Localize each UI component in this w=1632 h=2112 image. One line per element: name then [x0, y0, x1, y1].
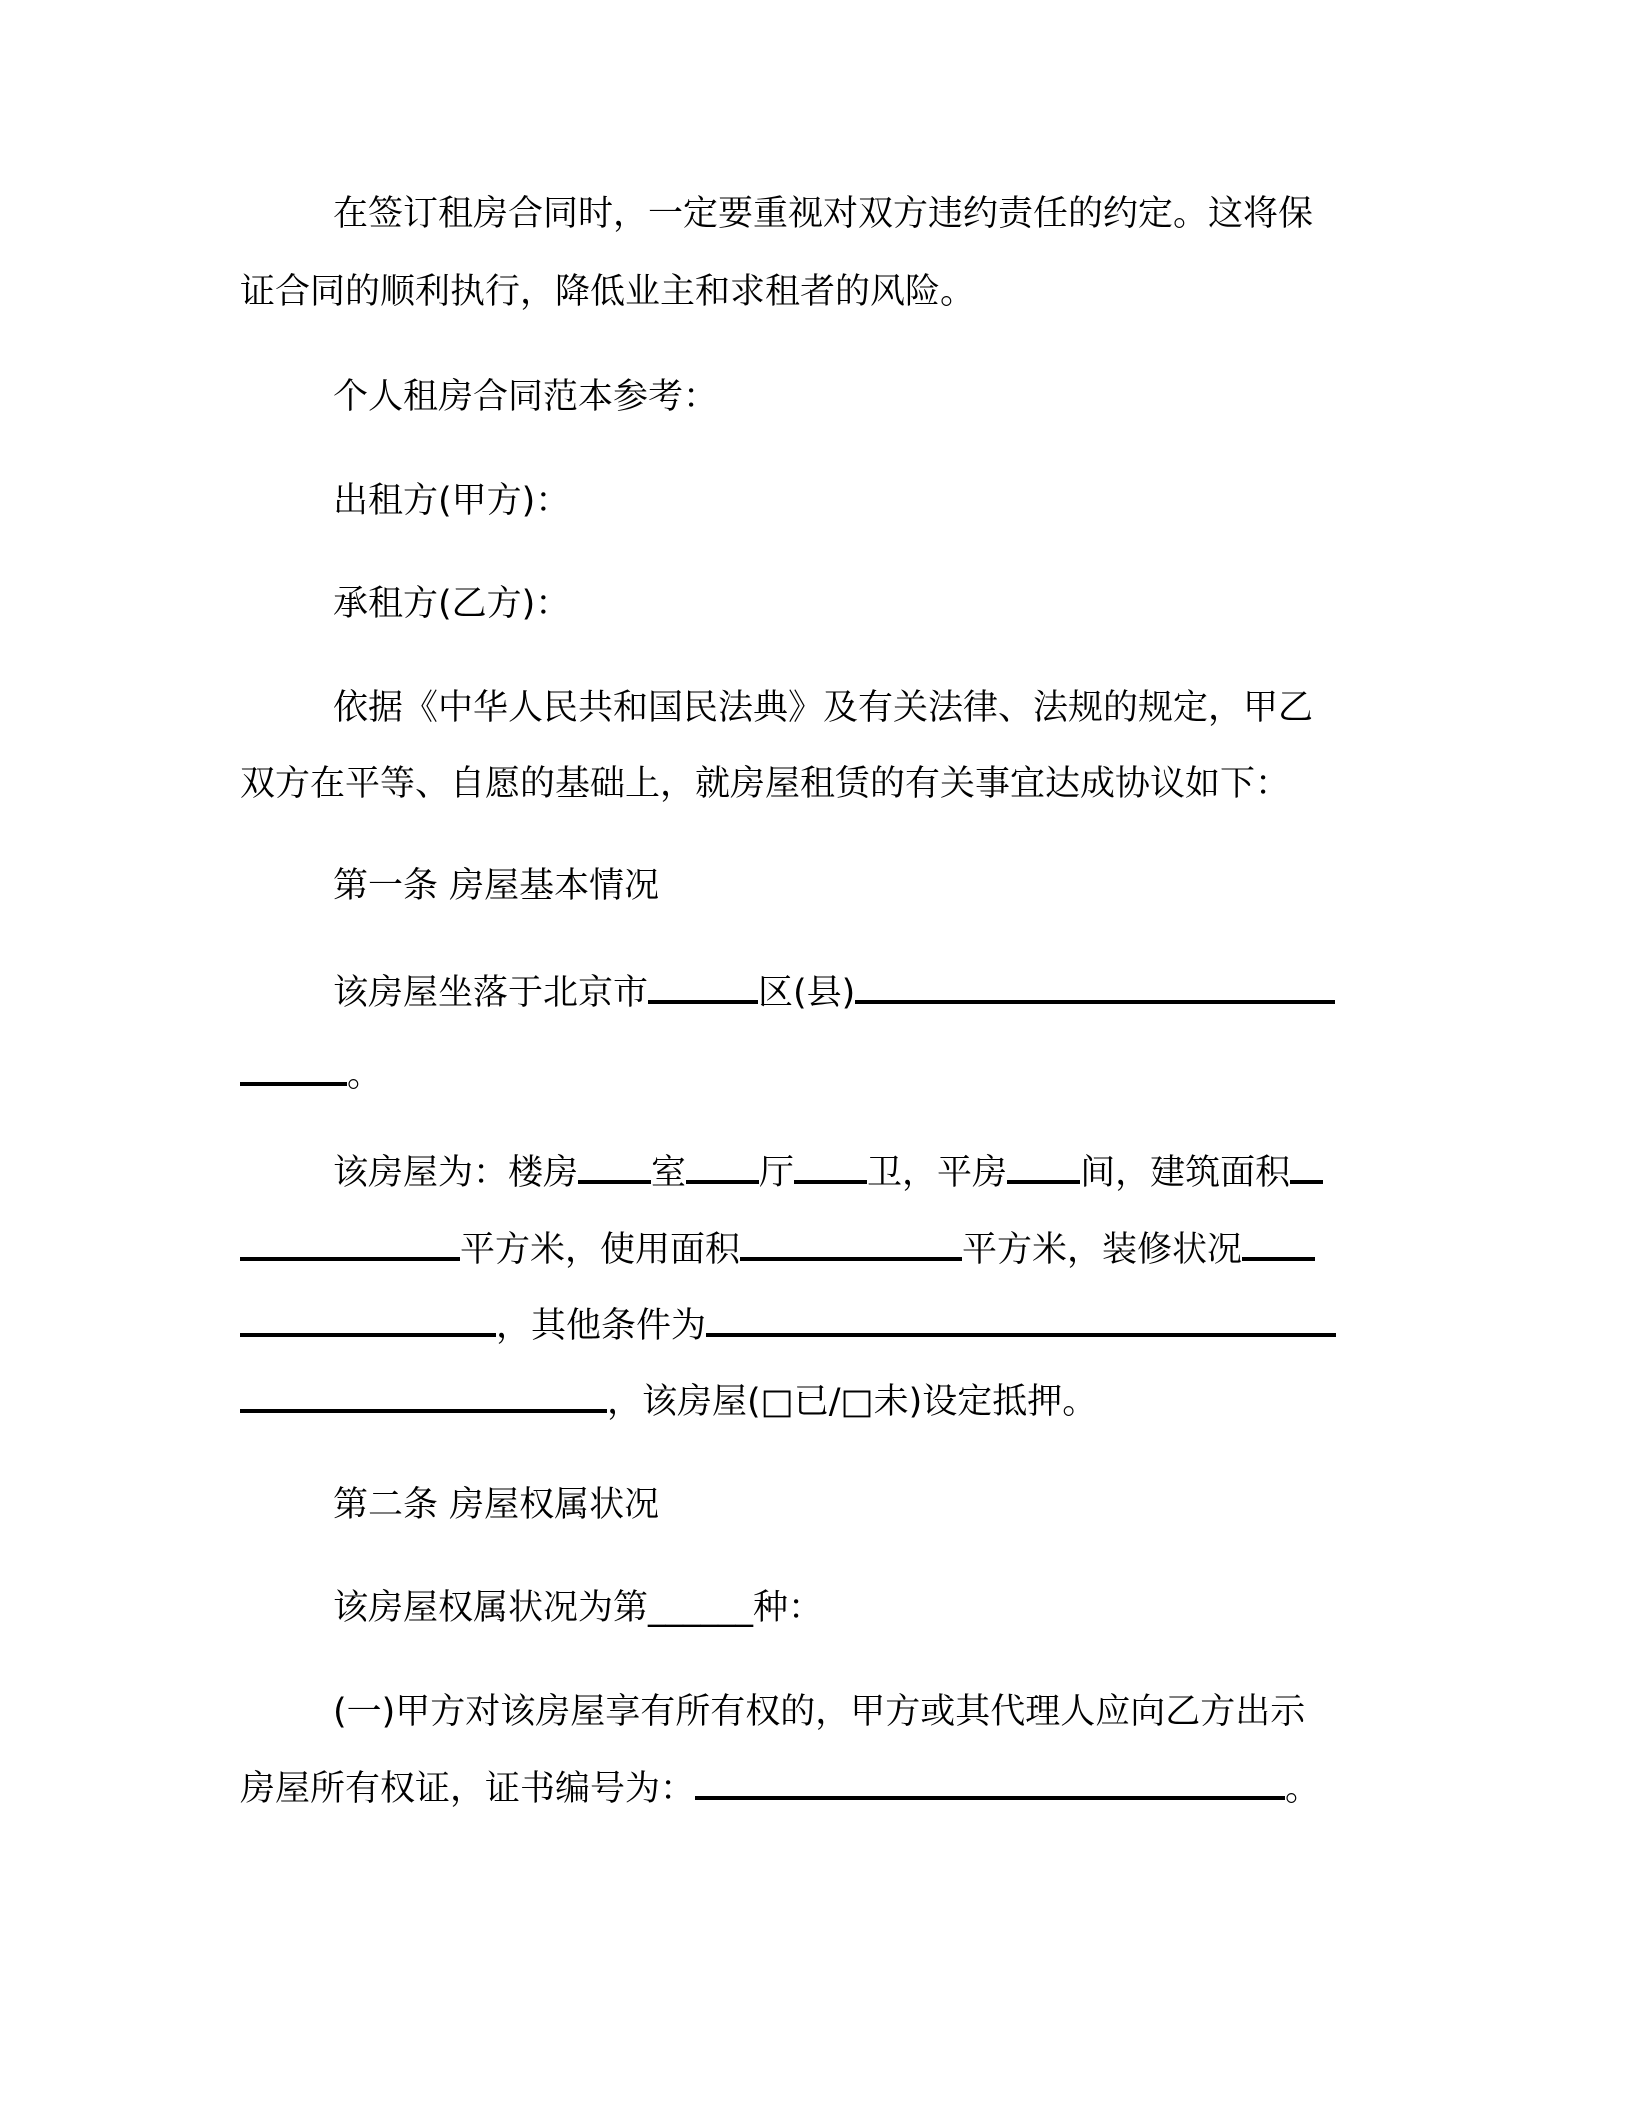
party-b-label: 承租方(乙方)：	[333, 584, 571, 624]
mortgage-text: ，该房屋(□已/□未)设定抵押。	[607, 1382, 1098, 1422]
party-a-label: 出租方(甲方)：	[333, 481, 571, 521]
location-line	[333, 970, 1335, 1015]
decoration-blank-cont[interactable]	[240, 1303, 496, 1337]
decoration-label: 平方米，装修状况	[962, 1230, 1243, 1270]
floor-area-blank-cont[interactable]	[240, 1227, 460, 1261]
intro-line-2: 证合同的顺利执行，降低业主和求租者的风险。	[240, 272, 976, 312]
district-label: 区(县)	[758, 973, 856, 1013]
intro-line-1: 在签订租房合同时，一定要重视对双方违约责任的约定。这将保	[333, 194, 1314, 234]
other-blank-cont[interactable]	[240, 1379, 607, 1413]
other-blank[interactable]	[706, 1303, 1336, 1337]
article-2-title: 第二条 房屋权属状况	[333, 1485, 660, 1525]
article-1-title: 第一条 房屋基本情况	[333, 866, 660, 906]
type-label: 该房屋为：楼房	[333, 1153, 579, 1193]
bath-label: 卫，平房	[867, 1153, 1008, 1193]
baths-blank[interactable]	[794, 1150, 867, 1184]
sample-title: 个人租房合同范本参考：	[333, 377, 719, 417]
period: 。	[1285, 1769, 1321, 1809]
floor-area-blank[interactable]	[1290, 1150, 1323, 1184]
location-text: 该房屋坐落于北京市	[333, 973, 649, 1013]
rooms-blank[interactable]	[578, 1150, 651, 1184]
floor-area-label: 间，建筑面积	[1080, 1153, 1291, 1193]
period: 。	[347, 1055, 383, 1095]
room-label: 室	[651, 1153, 687, 1193]
address-blank-cont[interactable]	[240, 1052, 347, 1086]
bungalow-blank[interactable]	[1007, 1150, 1080, 1184]
usable-area-label: 平方米，使用面积	[460, 1230, 741, 1270]
decoration-blank[interactable]	[1242, 1227, 1315, 1261]
halls-blank[interactable]	[686, 1150, 759, 1184]
house-type-line	[333, 1150, 1323, 1195]
ownership-status: 该房屋权属状况为第______种：	[333, 1588, 824, 1628]
hall-label: 厅	[759, 1153, 795, 1193]
certificate-number-blank[interactable]	[695, 1766, 1285, 1800]
item-1-line-1: (一)甲方对该房屋享有所有权的，甲方或其代理人应向乙方出示	[333, 1692, 1306, 1732]
other-label: ，其他条件为	[496, 1306, 707, 1346]
item-1-line-2	[240, 1766, 1320, 1811]
certificate-label: 房屋所有权证，证书编号为：	[240, 1769, 696, 1809]
district-blank[interactable]	[648, 970, 758, 1004]
preamble-line-1: 依据《中华人民共和国民法典》及有关法律、法规的规定，甲乙	[333, 688, 1314, 728]
area-line	[240, 1227, 1315, 1272]
address-blank[interactable]	[855, 970, 1335, 1004]
other-line	[240, 1303, 1336, 1348]
usable-area-blank[interactable]	[740, 1227, 962, 1261]
location-line-2	[240, 1052, 382, 1097]
mortgage-line	[240, 1379, 1097, 1424]
preamble-line-2: 双方在平等、自愿的基础上，就房屋租赁的有关事宜达成协议如下：	[240, 764, 1291, 804]
